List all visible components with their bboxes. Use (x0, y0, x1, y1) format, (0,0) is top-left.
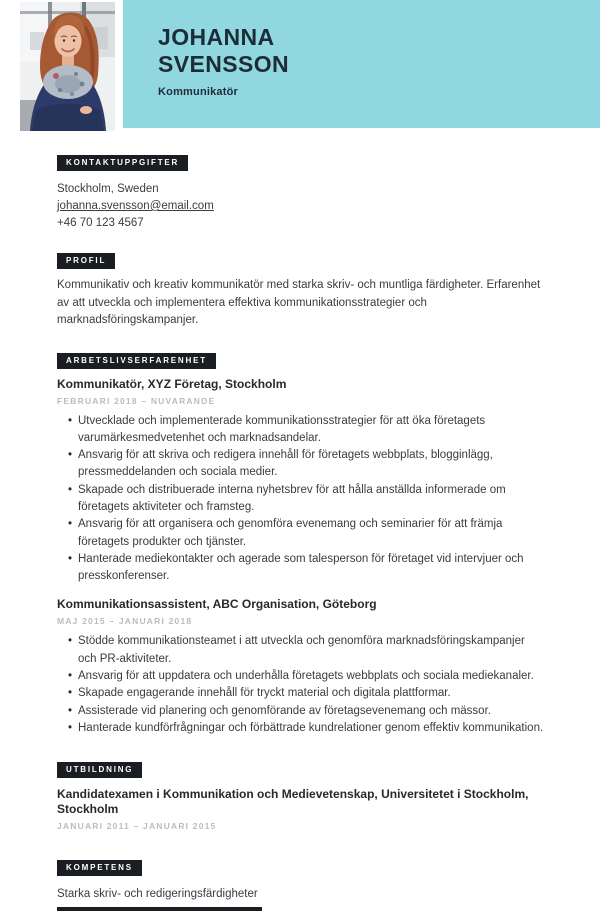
profile-photo-illustration (20, 2, 115, 131)
last-name: SVENSSON (158, 51, 290, 77)
section-label-skills: KOMPETENS (57, 860, 142, 876)
job-entry (57, 377, 545, 586)
section-education (57, 759, 545, 831)
job-entry (57, 597, 545, 737)
contact-location: Stockholm, Sweden (57, 183, 159, 195)
skill-name: Starka skriv- och redigeringsfärdigheter (57, 888, 258, 901)
job-bullet: • Assisterade vid planering och genomförande av företagsevenemang och mässor. (57, 703, 545, 720)
education-degree: Kandidatexamen i Kommunikation och Medievetenskap, Universitetet i Stockholm, Stockholm (57, 787, 529, 817)
resume-body (0, 131, 600, 911)
section-profile (57, 250, 545, 330)
job-period: MAJ 2015 – JANUARI 2018 (57, 616, 193, 627)
section-experience (57, 350, 545, 738)
contact-lines (57, 181, 545, 232)
skill-level-fill (57, 907, 262, 911)
job-bullet: • Ansvarig för att uppdatera och underhålla företagets webbplats och sociala mediekanaler. (57, 668, 545, 685)
job-bullet: • Skapade och distribuerade interna nyhetsbrev för att hålla anställda informerade om företagets aktiviteter och framsteg. (57, 482, 545, 517)
profile-photo (20, 2, 115, 131)
job-bullet: • Ansvarig för att organisera och genomföra evenemang och seminarier för att främja företagets produkter och tjänster. (57, 516, 545, 551)
job-bullet: • Hanterade mediekontakter och agerade som talesperson för företaget vid intervjuer och presskonferenser. (57, 551, 545, 586)
job-bullet-list (57, 413, 545, 586)
job-bullet: • Utvecklade och implementerade kommunikationsstrategier för att öka företagets varumärkesmedvetenhet och marknadsandelar. (57, 413, 545, 448)
section-skills (57, 857, 545, 911)
first-name: JOHANNA (158, 24, 275, 50)
job-period: FEBRUARI 2018 – NUVARANDE (57, 395, 216, 406)
job-title: Kommunikatör, XYZ Företag, Stockholm (57, 376, 287, 391)
skill-level-bar (57, 907, 545, 911)
job-bullet: • Hanterade kundförfrågningar och förbättrade kundrelationer genom effektiv kommunikation. (57, 720, 545, 737)
contact-phone: +46 70 123 4567 (57, 217, 144, 229)
section-label-contact: KONTAKTUPPGIFTER (57, 155, 188, 171)
person-name (158, 24, 289, 78)
job-bullet: • Skapade engagerande innehåll för tryckt material och digitala plattformar. (57, 685, 545, 702)
section-label-experience: ARBETSLIVSERFARENHET (57, 353, 216, 369)
job-bullet: • Stödde kommunikationsteamet i att utveckla och genomföra marknadsföringskampanjer och PR-aktiviteter. (57, 633, 545, 668)
education-period: JANUARI 2011 – JANUARI 2015 (57, 821, 217, 832)
section-label-profile: PROFIL (57, 253, 115, 269)
contact-email-link[interactable]: johanna.svensson@email.com (57, 200, 214, 212)
job-title: Kommunikationsassistent, ABC Organisation, Göteborg (57, 597, 377, 612)
section-contact (57, 152, 545, 232)
name-block (158, 24, 289, 98)
resume-header (0, 0, 600, 131)
person-job-title: Kommunikatör (158, 86, 239, 98)
profile-summary: Kommunikativ och kreativ kommunikatör med starka skriv- och muntliga färdigheter. Erfarenhet av att utveckla och implementera effektiva kommunikationsstrategier och marknadsföringskampanjer. (57, 279, 541, 326)
job-bullet-list (57, 633, 545, 737)
section-label-education: UTBILDNING (57, 762, 142, 778)
job-bullet: • Ansvarig för att skriva och redigera innehåll för företagets webbplats, blogginlägg, pressmeddelanden och sociala medier. (57, 447, 545, 482)
